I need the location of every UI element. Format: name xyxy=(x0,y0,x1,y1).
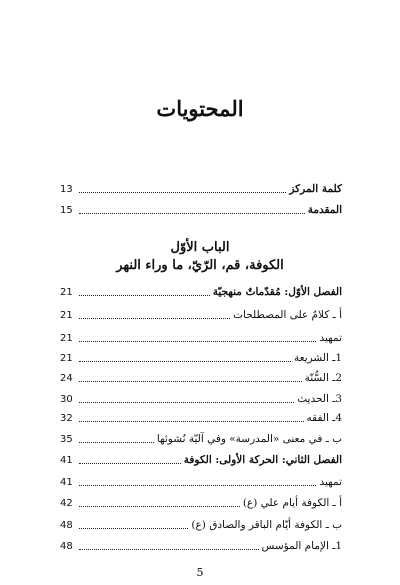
toc-entry xyxy=(60,391,342,406)
toc-entry xyxy=(60,330,342,345)
toc-entry-label: ب ـ في معنى «المدرسة» وفي آليّة نُشوئها xyxy=(156,433,342,445)
dot-leader xyxy=(79,361,291,362)
toc-entry-label: تمهيد xyxy=(319,476,342,488)
dot-leader xyxy=(79,463,181,464)
toc-entry xyxy=(60,307,342,322)
toc-entry xyxy=(60,181,342,196)
part-subheading: الكوفة، قم، الرّيّ، ما وراء النهر xyxy=(116,258,284,273)
toc-entry xyxy=(60,517,342,532)
dot-leader xyxy=(79,549,259,550)
toc-entry xyxy=(60,474,342,489)
toc-entry-page: 21 xyxy=(60,310,73,321)
toc-entry-page: 48 xyxy=(60,520,73,531)
toc-entry-label: أ ـ كلامٌ على المصطلحات xyxy=(233,309,342,321)
toc-entry-page: 21 xyxy=(60,333,73,344)
part-heading: الباب الأوّل xyxy=(170,240,230,255)
dot-leader xyxy=(79,421,304,422)
toc-entry-label: الفصل الأوّل: مُقدّماتٌ منهجيّة xyxy=(212,286,342,298)
dot-leader xyxy=(79,485,316,486)
toc-entry-page: 21 xyxy=(60,287,73,298)
toc-entry xyxy=(60,284,342,299)
toc-entry-page: 15 xyxy=(60,205,73,216)
toc-entry-label: الفصل الثاني: الحركة الأولى: الكوفة xyxy=(183,454,342,466)
toc-entry-page: 48 xyxy=(60,541,73,552)
dot-leader xyxy=(79,402,294,403)
toc-entry-page: 41 xyxy=(60,455,73,466)
toc-entry-page: 32 xyxy=(60,413,73,424)
dot-leader xyxy=(79,192,286,193)
toc-entry-label: ب ـ الكوفة أيّام الباقر والصادق (ع) xyxy=(191,519,342,531)
toc-entry-label: 1ـ الشريعة xyxy=(294,352,342,364)
toc-entry-page: 35 xyxy=(60,434,73,445)
dot-leader xyxy=(79,528,188,529)
toc-entry-page: 42 xyxy=(60,498,73,509)
dot-leader xyxy=(79,341,316,342)
toc-entry xyxy=(60,410,342,425)
toc-entry-label: 2ـ السُّنّة xyxy=(304,372,342,384)
dot-leader xyxy=(79,295,210,296)
toc-entry xyxy=(60,538,342,553)
toc-entry-page: 41 xyxy=(60,477,73,488)
toc-entry xyxy=(60,370,342,385)
toc-entry-label: تمهيد xyxy=(319,332,342,344)
toc-entry-page: 30 xyxy=(60,394,73,405)
toc-entry-page: 24 xyxy=(60,373,73,384)
toc-entry-label: المقدمة xyxy=(307,204,342,216)
toc-entry-label: 3ـ الحديث xyxy=(297,393,342,405)
toc-entry-label: 1ـ الإمام المؤسس xyxy=(261,540,342,552)
toc-title: المحتويات xyxy=(156,96,244,121)
toc-entry xyxy=(60,452,342,467)
toc-entry xyxy=(60,495,342,510)
dot-leader xyxy=(79,506,240,507)
dot-leader xyxy=(79,318,230,319)
page-number: 5 xyxy=(196,566,204,579)
toc-entry xyxy=(60,431,342,446)
dot-leader xyxy=(79,213,305,214)
toc-entry-label: 4ـ الفقه xyxy=(306,412,342,424)
toc-entry-page: 13 xyxy=(60,184,73,195)
dot-leader xyxy=(79,442,154,443)
toc-entry-label: أ ـ الكوفة أيام علي (ع) xyxy=(242,497,342,509)
toc-entry xyxy=(60,202,342,217)
toc-entry-label: كلمة المركز xyxy=(289,183,342,195)
toc-entry xyxy=(60,350,342,365)
dot-leader xyxy=(79,381,302,382)
toc-entry-page: 21 xyxy=(60,353,73,364)
